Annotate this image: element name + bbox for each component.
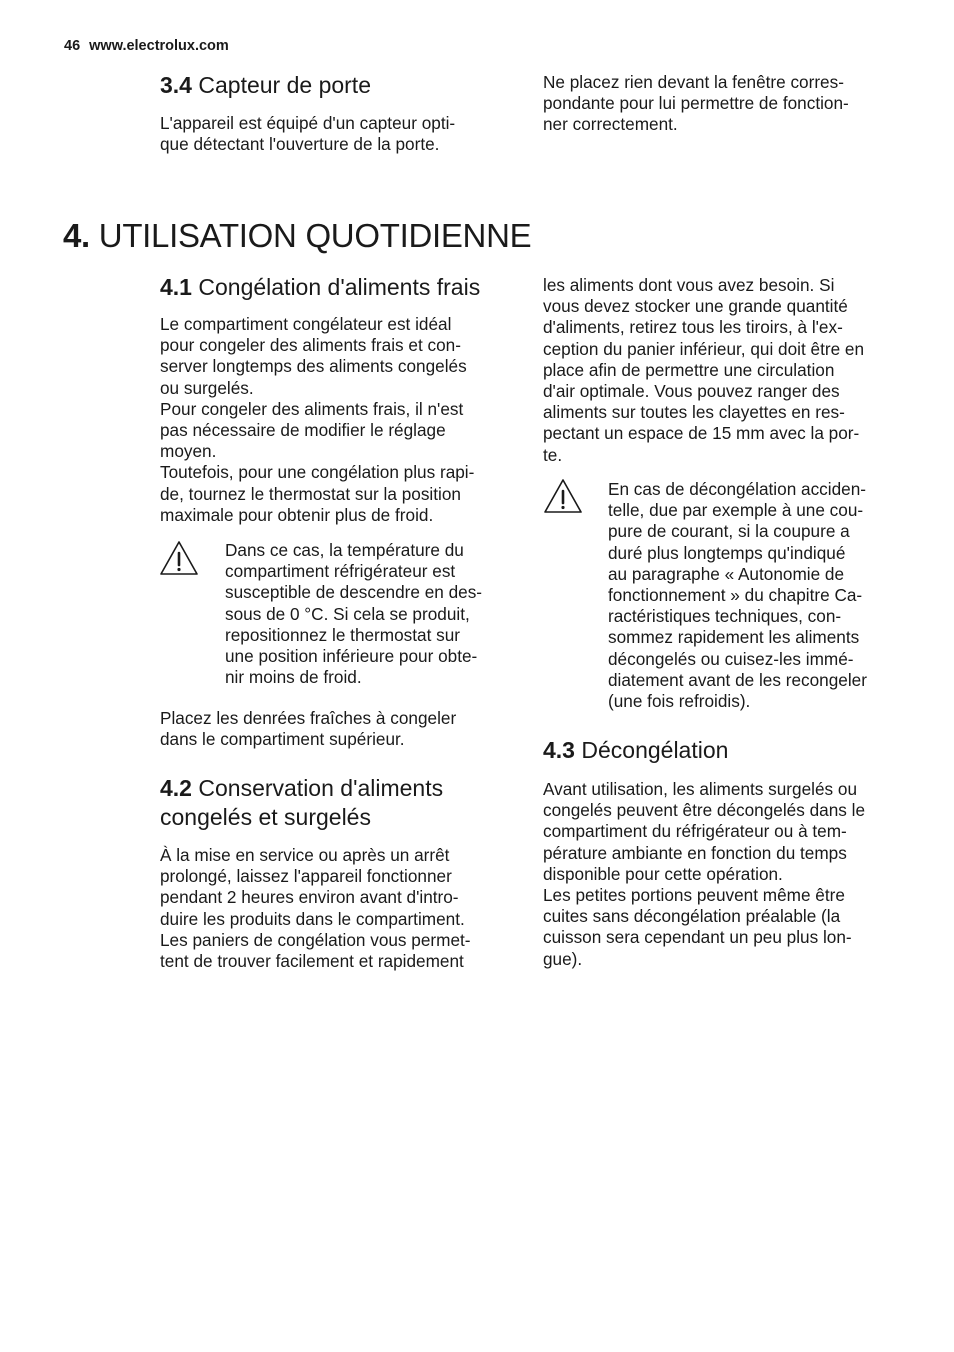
chapter-4-heading: [63, 216, 531, 256]
warning-triangle-icon: [543, 478, 583, 519]
section-title-line2: congelés et surgelés: [160, 804, 371, 830]
section-4-1-body: Le compartiment congélateur est idéal pour congeler des aliments frais et con- server longtemps des aliments congelés ou surgelés. Pour congeler des aliments frais, il n'est pas nécessaire de modifier le réglage moyen. Toutefois, pour une congélation plus rapi- de, tournez le thermostat sur la position maximale pour obtenir plus de froid.: [160, 314, 475, 525]
section-number: 4.3: [543, 737, 575, 763]
chapter-number: 4.: [63, 217, 90, 254]
section-number: 4.1: [160, 274, 192, 300]
section-4-3-body: Avant utilisation, les aliments surgelés ou congelés peuvent être décongelés dans le compartiment du réfrigérateur ou à tem- pérature ambiante en fonction du temps disponible pour cette opération. Les petites portions peuvent même être cuites sans décongélation préalable (la cuisson sera cependant un peu plus lon- gue).: [543, 779, 866, 969]
section-title-line1: Conservation d'aliments: [198, 775, 444, 801]
section-4-1-heading: [160, 273, 480, 302]
section-4-2-warning: En cas de décongélation acciden- telle, due par exemple à une cou- pure de courant, si la coupure a duré plus longtemps qu'indiqué au paragraphe « Autonomie de fonctionnement » du chapitre Ca- ractéristiques techniques, con- sommez rapidement les aliments décongelés ou cuisez-les immé- diatement avant de les recongeler (une fois refroidis).: [608, 479, 867, 712]
section-4-3-heading: [543, 736, 728, 765]
section-4-2-body-left: À la mise en service ou après un arrêt prolongé, laissez l'appareil fonctionner pendant 2 heures environ avant d'intro- duire les produits dans le compartiment. Les paniers de congélation vous permet- tent de trouver facilement et rapidement: [160, 845, 471, 972]
section-4-2-body-right: les aliments dont vous avez besoin. Si vous devez stocker une grande quantité d'aliments, retirez tous les tiroirs, à l'ex- ception du panier inférieur, qui doit être en place afin de permettre une circulation d'air optimale. Vous pouvez ranger des aliments sur toutes les clayettes en res- pectant un espace de 15 mm avec la por- te.: [543, 275, 865, 465]
section-4-1-after: Placez les denrées fraîches à congeler dans le compartiment supérieur.: [160, 708, 457, 750]
section-title: Capteur de porte: [198, 72, 371, 98]
section-title: Décongélation: [581, 737, 729, 763]
page-header: [64, 38, 229, 54]
section-3-4-heading: [160, 71, 371, 100]
section-4-2-heading: [160, 774, 443, 832]
section-number: 3.4: [160, 72, 192, 98]
page-number: 46: [64, 38, 81, 54]
section-number: 4.2: [160, 775, 192, 801]
section-3-4-body-right: Ne placez rien devant la fenêtre corres- pondante pour lui permettre de fonction- ner correctement.: [543, 72, 849, 135]
section-3-4-body-left: L'appareil est équipé d'un capteur opti- que détectant l'ouverture de la porte.: [160, 113, 456, 155]
section-4-1-warning: Dans ce cas, la température du compartiment réfrigérateur est susceptible de descendre en des- sous de 0 °C. Si cela se produit, repositionnez le thermostat sur une position inférieure pour obte- nir moins de froid.: [225, 540, 483, 688]
chapter-title: UTILISATION QUOTIDIENNE: [98, 217, 532, 254]
site-url[interactable]: www.electrolux.com: [89, 38, 229, 54]
section-title: Congélation d'aliments frais: [198, 274, 481, 300]
warning-triangle-icon: [159, 540, 199, 581]
